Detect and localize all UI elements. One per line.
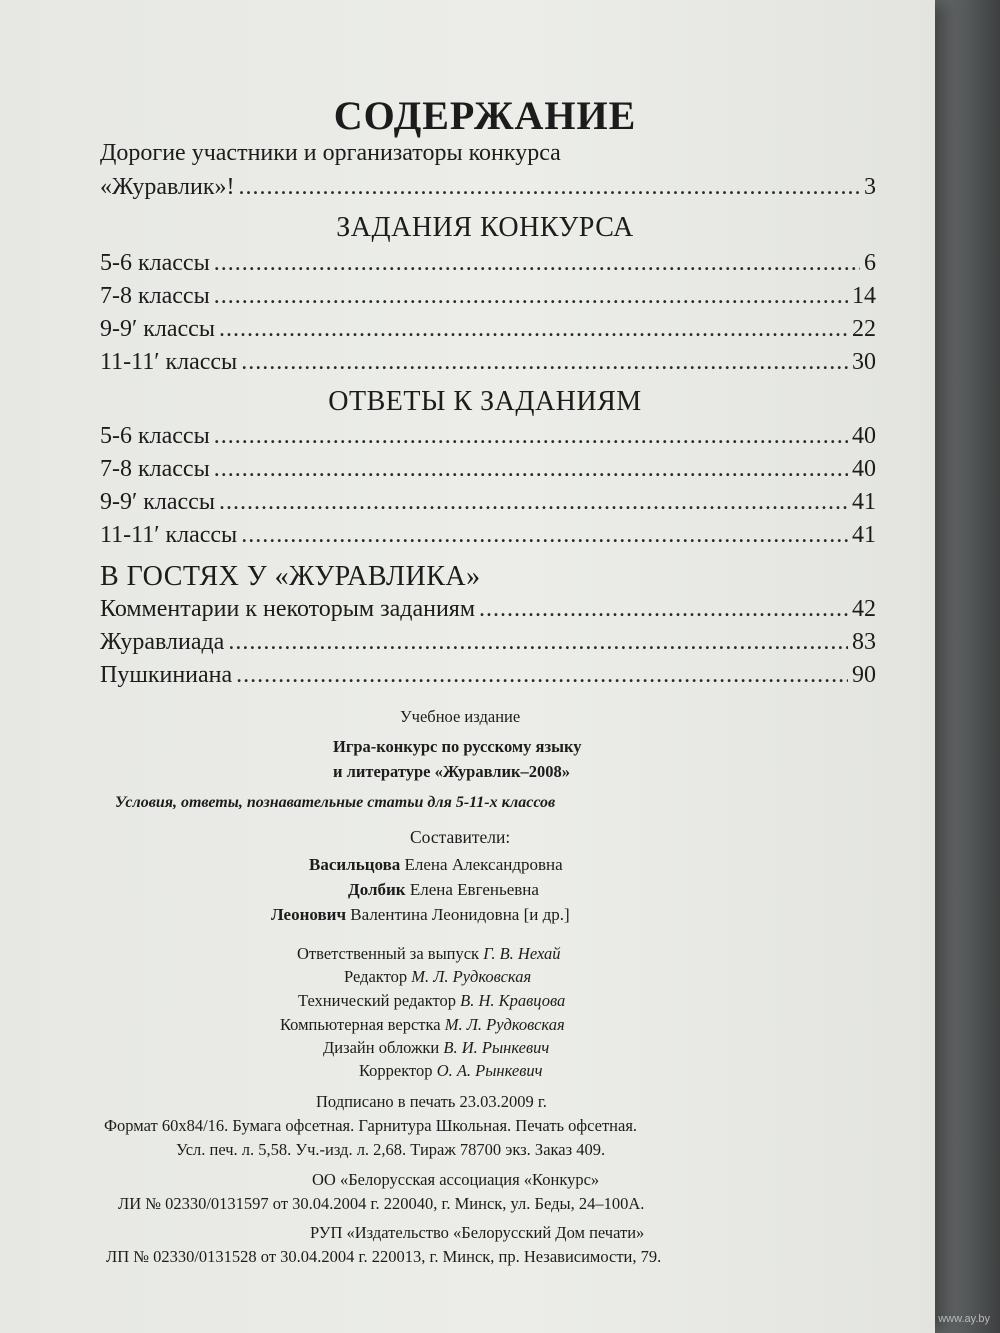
- leader-dots: [214, 456, 848, 483]
- leader-dots: [214, 423, 848, 450]
- compilers-label: Составители:: [410, 827, 511, 847]
- leader-dots: [219, 316, 848, 343]
- staff-role: Технический редактор: [298, 991, 456, 1010]
- book-subtitle: Условия, ответы, познавательные статьи для 5-11-х классов: [115, 794, 556, 811]
- staff-person: М. Л. Рудковская: [411, 967, 532, 986]
- toc-entry: [100, 596, 876, 623]
- staff-role: Дизайн обложки: [323, 1038, 440, 1057]
- toc-entry: [100, 250, 876, 277]
- toc-entry-page: 40: [852, 423, 876, 449]
- toc-entry: [100, 349, 876, 376]
- toc-entry: [100, 423, 876, 450]
- compiler-surname: Васильцова: [309, 855, 401, 874]
- staff-person: Г. В. Нехай: [483, 944, 561, 963]
- staff-person: М. Л. Рудковская: [444, 1015, 565, 1034]
- toc-entry-page: 42: [852, 596, 876, 622]
- compiler-surname: Леонович: [271, 905, 347, 924]
- toc-entry-page: 22: [852, 316, 876, 342]
- toc-entry-label: 11-11′ классы: [100, 349, 238, 375]
- leader-dots: [214, 250, 860, 277]
- toc-entry-page: 41: [852, 489, 876, 515]
- toc-entry-page: 90: [852, 662, 876, 688]
- toc-entry: [100, 316, 876, 343]
- leader-dots: [228, 629, 848, 656]
- toc-entry-label: 5-6 классы: [100, 423, 210, 449]
- toc-entry-page: 83: [852, 629, 876, 655]
- compiler: [271, 905, 570, 925]
- toc-entry-label: 9-9′ классы: [100, 316, 215, 342]
- toc-entry-label: Журавлиада: [100, 629, 225, 655]
- staff-line: [344, 967, 531, 987]
- staff-line: [323, 1038, 549, 1058]
- staff-role: Корректор: [359, 1061, 433, 1080]
- toc-intro-entry: [100, 174, 876, 201]
- staff-role: Ответственный за выпуск: [297, 944, 480, 963]
- toc-entry-label: 7-8 классы: [100, 283, 210, 309]
- compiler-name: Елена Евгеньевна: [409, 880, 539, 899]
- staff-line: [297, 944, 561, 964]
- publisher-name: ОО «Белорусская ассоциация «Конкурс»: [312, 1170, 600, 1189]
- book-page-edge: [935, 0, 1000, 1333]
- leader-dots: [236, 662, 848, 689]
- leader-dots: [214, 283, 848, 310]
- toc-entry-label: 7-8 классы: [100, 456, 210, 482]
- compiler: [348, 880, 539, 900]
- printer-license: ЛП № 02330/0131528 от 30.04.2004 г. 220013, г. Минск, пр. Независимости, 79.: [106, 1247, 662, 1266]
- toc-entry: [100, 522, 876, 549]
- staff-line: [280, 1015, 565, 1035]
- leader-dots: [241, 349, 848, 376]
- watermark: www.ay.by: [938, 1313, 990, 1325]
- edition-type: Учебное издание: [400, 707, 521, 726]
- compiler-name: Елена Александровна: [404, 855, 563, 874]
- toc-entry-label: Пушкиниана: [100, 662, 233, 688]
- toc-entry-label: 5-6 классы: [100, 250, 210, 276]
- toc-entry: [100, 662, 876, 689]
- compiler: [309, 855, 563, 875]
- staff-person: В. Н. Кравцова: [460, 991, 566, 1010]
- publisher-license: ЛИ № 02330/0131597 от 30.04.2004 г. 220040, г. Минск, ул. Беды, 24–100А.: [118, 1194, 645, 1213]
- toc-entry-label: 9-9′ классы: [100, 489, 215, 515]
- toc-entry-label: Комментарии к некоторым заданиям: [100, 596, 476, 622]
- toc-entry-page: 41: [852, 522, 876, 548]
- leader-dots: [241, 522, 848, 549]
- staff-line: [359, 1061, 543, 1081]
- staff-role: Редактор: [344, 967, 408, 986]
- toc-entry-page: 14: [852, 283, 876, 309]
- printer-name: РУП «Издательство «Белорусский Дом печати»: [310, 1223, 645, 1242]
- staff-person: В. И. Рынкевич: [443, 1038, 550, 1057]
- toc-entry: [100, 489, 876, 516]
- staff-line: [298, 991, 565, 1011]
- toc-entry-label: 11-11′ классы: [100, 522, 238, 548]
- section-title-guests: В ГОСТЯХ У «ЖУРАВЛИКА»: [100, 561, 481, 592]
- book-title-line1: Игра-конкурс по русскому языку: [333, 737, 582, 756]
- toc-entry-page: 6: [864, 250, 876, 276]
- section-title-answers: ОТВЕТЫ К ЗАДАНИЯМ: [328, 386, 642, 417]
- toc-title: СОДЕРЖАНИЕ: [333, 93, 637, 138]
- toc-intro-line1: Дорогие участники и организаторы конкурса: [100, 140, 561, 166]
- leader-dots: [219, 489, 848, 516]
- toc-entry-page: 40: [852, 456, 876, 482]
- toc-entry-page: 30: [852, 349, 876, 375]
- volume-line: Усл. печ. л. 5,58. Уч.-изд. л. 2,68. Тираж 78700 экз. Заказ 409.: [176, 1140, 606, 1159]
- staff-role: Компьютерная верстка: [280, 1015, 441, 1034]
- book-title-line2: и литературе «Журавлик–2008»: [333, 762, 571, 781]
- toc-entry: [100, 283, 876, 310]
- toc-entry-label: «Журавлик»!: [100, 174, 235, 200]
- toc-entry-page: 3: [864, 174, 876, 200]
- staff-person: О. А. Рынкевич: [436, 1061, 543, 1080]
- toc-entry: [100, 629, 876, 656]
- format-line: Формат 60x84/16. Бумага офсетная. Гарнитура Школьная. Печать офсетная.: [104, 1116, 638, 1135]
- signed-date: Подписано в печать 23.03.2009 г.: [316, 1092, 547, 1111]
- toc-entry: [100, 456, 876, 483]
- leader-dots: [238, 174, 860, 201]
- compiler-surname: Долбик: [348, 880, 406, 899]
- section-title-tasks: ЗАДАНИЯ КОНКУРСА: [336, 212, 634, 243]
- compiler-name: Валентина Леонидовна [и др.]: [350, 905, 570, 924]
- leader-dots: [479, 596, 848, 623]
